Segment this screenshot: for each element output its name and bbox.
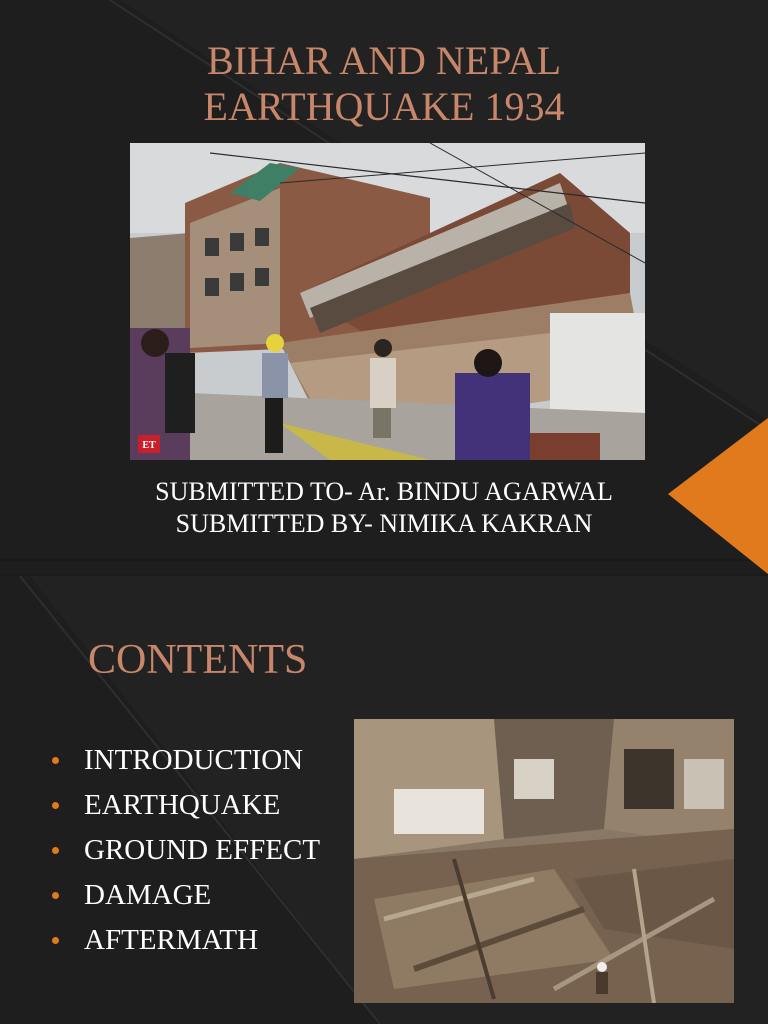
contents-list: [52, 738, 320, 963]
title-line-1: BIHAR AND NEPAL: [206, 38, 562, 83]
list-item: AFTERMATH: [52, 918, 320, 963]
orange-accent-triangle: [668, 418, 768, 574]
submitted-by-text: SUBMITTED BY- NIMIKA KAKRAN: [175, 509, 593, 538]
collapsed-building-photo: [130, 143, 645, 460]
photo-badge: ET: [142, 440, 156, 451]
bullet-icon: [52, 847, 59, 854]
bullet-icon: [52, 892, 59, 899]
title-line-2: EARTHQUAKE 1934: [203, 84, 565, 129]
contents-heading: CONTENTS: [88, 637, 308, 683]
submitted-to-text: SUBMITTED TO- Ar. BINDU AGARWAL: [155, 477, 613, 506]
list-item: DAMAGE: [52, 873, 320, 918]
credits-block: [0, 476, 768, 540]
bullet-icon: [52, 802, 59, 809]
contents-slide: [0, 576, 768, 1024]
rubble-photo: [354, 719, 734, 1003]
list-item: EARTHQUAKE: [52, 783, 320, 828]
list-item: INTRODUCTION: [52, 738, 320, 783]
bullet-icon: [52, 757, 59, 764]
slide-title: [0, 38, 768, 130]
list-item: GROUND EFFECT: [52, 828, 320, 873]
bullet-icon: [52, 937, 59, 944]
